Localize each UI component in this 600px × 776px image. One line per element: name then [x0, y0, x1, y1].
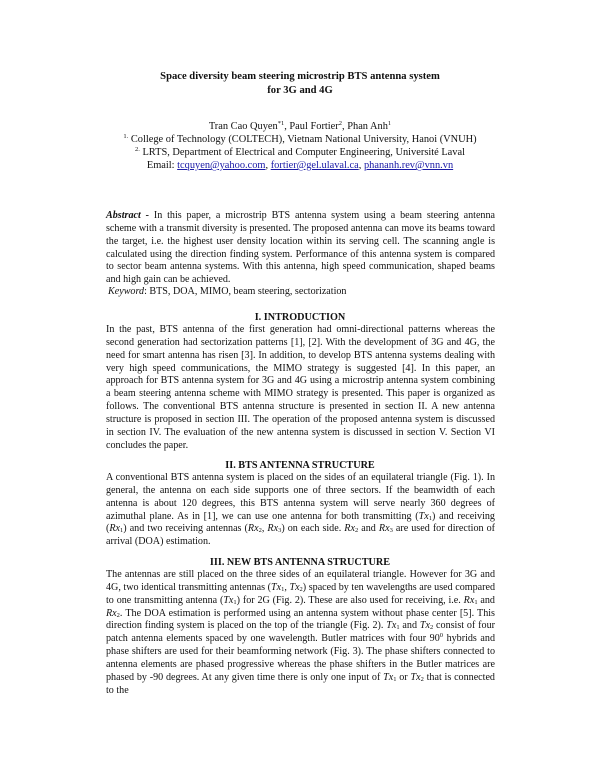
- s3-tx1: Tx: [271, 581, 282, 593]
- section-1-paragraph: In the past, BTS antenna of the first generation had omni-directional patterns whereas the second generation had sectorization patterns [1], [2]. With the development of 3G and 4G, the need for smart antenna has risen [3]. In addition, to develop BTS antenna systems dealing with very high speed communications, the MIMO strategy is suggested [4]. In this paper, an approach for BTS antenna system for 3G and 4G using a microstrip antenna system combining a beam steering antenna scheme with MIMO strategy is presented. This paper is organized as follows. The conventional BTS antenna structure is presented in section II. A new antenna structure is proposed in section III. The operation of the proposed antenna system is discussed in section IV. The evaluation of the new antenna system is discussed in section V. Section VI concludes the paper.: [106, 324, 495, 451]
- s3-tx1c-sub: 1: [396, 624, 400, 632]
- s3-tx1c: Tx: [386, 620, 397, 632]
- s3-tx2: Tx: [289, 581, 300, 593]
- s2-rx3b-sub: 3: [389, 527, 393, 535]
- s3-tx2d: Tx: [410, 671, 421, 683]
- email-link-2[interactable]: fortier@gel.ulaval.ca: [270, 160, 359, 171]
- affiliation-2-mark: 2.: [134, 146, 140, 153]
- s3-degree-sup: 0: [439, 632, 444, 640]
- author-1-mark: *1: [277, 120, 285, 127]
- keywords-line: [108, 286, 346, 299]
- author-separator: ,: [284, 121, 290, 132]
- s2-rx3: Rx: [267, 523, 279, 535]
- keyword-label: Keyword: [108, 286, 145, 297]
- affiliation-2: [0, 146, 600, 160]
- s3-tx1d: Tx: [383, 671, 394, 683]
- s2-text-3: ) and two receiving antennas (: [123, 523, 248, 535]
- affiliation-1-text: College of Technology (COLTECH), Vietnam National University, Hanoi (VNUH): [128, 134, 477, 145]
- s2-tx-sub: 1: [428, 514, 433, 522]
- section-3-heading: III. NEW BTS ANTENNA STRUCTURE: [209, 557, 391, 568]
- keyword-text: : BTS, DOA, MIMO, beam steering, sectorization: [144, 286, 347, 297]
- s3-tx1b: Tx: [223, 594, 234, 606]
- s2-text-1: A conventional BTS antenna system is placed on the sides of an equilateral triangle (Fig. 1). In general, the antenna on each side supports one of three sectors. If the beamwidth of each antenna is about 120 degrees, this BTS antenna system will serve nearly 360 degrees of azimuthal plane. As in [1], we can use one antenna for both transmitting (: [106, 472, 495, 522]
- author-1: Tran Cao Quyen: [208, 121, 278, 132]
- section-1-heading: I. INTRODUCTION: [254, 312, 346, 323]
- s2-rx2b: Rx: [344, 523, 355, 535]
- email-link-1[interactable]: tcquyen@yahoo.com: [177, 160, 266, 171]
- paper-title: [0, 70, 600, 98]
- email-separator: ,: [265, 160, 271, 171]
- s3-tx2c-sub: 2: [429, 624, 434, 632]
- author-3: Phan Anh: [347, 121, 388, 132]
- s3-text-4: ) for 2G (Fig. 2). These are also used for receiving, i.e.: [236, 594, 464, 606]
- s2-text-6: and: [358, 523, 379, 535]
- s2-rx2-sub: 2: [258, 527, 262, 535]
- s2-rx2: Rx: [247, 523, 259, 535]
- title-line-2: for 3G and 4G: [267, 85, 333, 96]
- s2-rx3-sub: 3: [278, 527, 282, 535]
- author-list: [0, 120, 600, 134]
- author-2: Paul Fortier: [289, 121, 339, 132]
- email-separator: ,: [358, 160, 364, 171]
- s3-text-6: . The DOA estimation is performed using an antenna system without phase center [5]. This direction finding system is placed on the top of the triangle (Fig. 2).: [106, 607, 495, 632]
- s3-tx1b-sub: 1: [233, 598, 237, 606]
- s3-rx1-sub: 1: [474, 598, 478, 606]
- section-2-heading: II. BTS ANTENNA STRUCTURE: [225, 460, 375, 471]
- abstract-paragraph: [106, 210, 495, 287]
- s3-tx1d-sub: 1: [393, 675, 397, 683]
- abstract-label: Abstract -: [106, 210, 154, 221]
- section-3-paragraph: [106, 569, 495, 697]
- email-label: Email:: [146, 160, 178, 171]
- s2-rx2b-sub: 2: [354, 527, 359, 535]
- email-line: [0, 159, 600, 173]
- abstract-text: In this paper, a microstrip BTS antenna system using a beam steering antenna scheme with a transmit diversity is presented. The proposed antenna can move its beams toward the target, i.e. the highest user density location within its serving cell. The scanning angle is calculated using the direction finding system. Performance of this antenna system is compared to sector beam antenna systems. With this antenna, high speed communication, shaped beams and high gain can be achieved.: [106, 210, 496, 286]
- s3-tx2c: Tx: [419, 620, 430, 632]
- s3-text-8: consist of four patch antenna elements spaced by one wavelength. Butler matrices with four 90: [106, 620, 495, 645]
- s2-text-7: are used for direction of arrival (DOA) estimation.: [106, 523, 496, 548]
- s3-rx1: Rx: [463, 594, 475, 606]
- s2-rx3b: Rx: [378, 523, 390, 535]
- s2-text-4: ,: [261, 523, 268, 535]
- s3-text-9: hybrids and phase shifters are used for their beamforming network (Fig. 3). The phase shifters connected to antenna elements are phased progressive whereas the phase shifters in the Butler matrices are phased by -90 degrees. At any given time there is only one input of: [106, 633, 495, 683]
- s2-tx: Tx: [418, 510, 429, 522]
- s2-text-2: ) and receiving (: [106, 510, 495, 535]
- section-2-paragraph: [106, 472, 495, 549]
- s3-tx2d-sub: 2: [420, 675, 424, 683]
- author-3-mark: 1: [387, 120, 392, 127]
- s3-rx2-sub: 2: [116, 611, 120, 619]
- affiliation-1-mark: 1.: [123, 133, 129, 140]
- author-separator: ,: [342, 121, 348, 132]
- s2-rx: Rx: [109, 523, 121, 535]
- s2-text-5: ) on each side.: [281, 523, 345, 535]
- email-link-3[interactable]: phananh.rev@vnn.vn: [363, 160, 454, 171]
- title-line-1: Space diversity beam steering microstrip BTS antenna system: [160, 71, 440, 82]
- s3-text-10: or: [396, 671, 411, 683]
- affiliation-2-text: LRTS, Department of Electrical and Computer Engineering, Université Laval: [139, 147, 465, 158]
- affiliation-1: [0, 133, 600, 147]
- s3-tx2-sub: 2: [299, 585, 303, 593]
- author-2-mark: 2: [338, 120, 343, 127]
- s3-text-5: and: [477, 594, 495, 606]
- s3-text-1: The antennas are still placed on the three sides of an equilateral triangle. However for 3G and 4G, two identical transmitting antennas (: [106, 569, 495, 593]
- s3-text-3: ) spaced by ten wavelengths are used compared to one transmitting antenna (: [106, 581, 496, 606]
- s3-rx2: Rx: [106, 607, 117, 619]
- s3-tx1-sub: 1: [281, 585, 285, 593]
- s3-text-7: and: [399, 620, 420, 632]
- s2-rx-sub: 1: [120, 527, 124, 535]
- s3-text-2: ,: [284, 581, 290, 593]
- s3-text-11: that is connected to the: [106, 671, 495, 696]
